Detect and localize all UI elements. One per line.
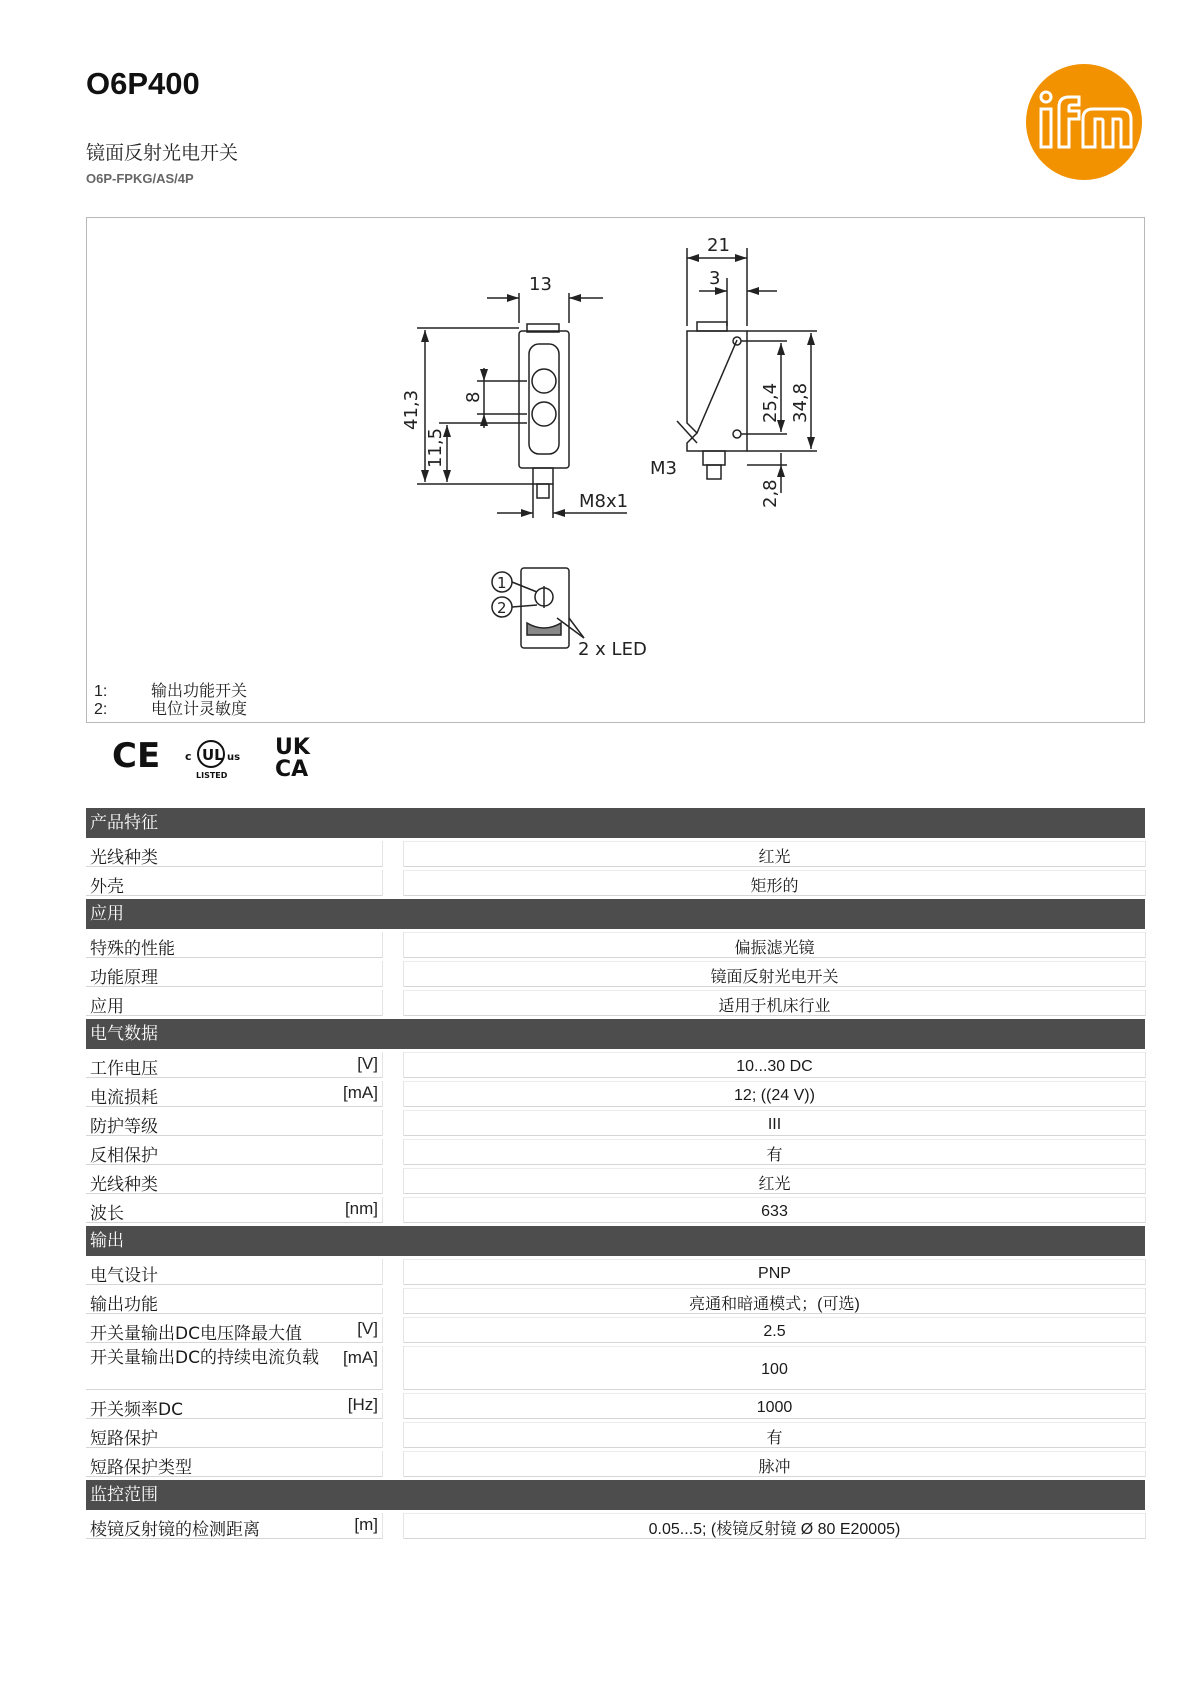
spec-label-cell — [86, 1197, 382, 1223]
section-header: 应用 — [86, 899, 1145, 929]
spec-unit: [V] — [357, 1319, 378, 1338]
spec-value: PNP — [758, 1264, 791, 1282]
dim-height: 41,3 — [401, 389, 422, 430]
spec-row — [86, 1393, 1145, 1419]
spec-value: 100 — [761, 1360, 788, 1378]
spec-value-cell — [404, 841, 1145, 867]
spec-value-cell — [404, 1052, 1145, 1078]
spec-label-cell — [86, 1139, 382, 1165]
dim-offset: 3 — [709, 268, 721, 289]
spec-label-cell — [86, 932, 382, 958]
spec-value: 红光 — [758, 1176, 791, 1193]
spec-value-cell — [404, 1393, 1145, 1419]
product-title: O6P400 — [86, 66, 200, 101]
spec-value-cell — [404, 990, 1145, 1016]
svg-text:CA: CA — [275, 757, 309, 782]
spec-label-cell — [86, 1110, 382, 1136]
spec-value-cell — [404, 1139, 1145, 1165]
spec-label: 光线种类 — [90, 848, 158, 868]
spec-label: 光线种类 — [90, 1175, 158, 1195]
spec-label: 输出功能 — [90, 1295, 158, 1315]
product-subtitle: 镜面反射光电开关 — [86, 142, 239, 164]
spec-label-cell — [86, 1317, 382, 1343]
spec-value-cell — [404, 961, 1145, 987]
dim-hole-dist: 25,4 — [760, 382, 781, 423]
spec-label-cell — [86, 1422, 382, 1448]
spec-unit: [V] — [357, 1054, 378, 1073]
spec-row — [86, 1288, 1145, 1314]
spec-label: 电气设计 — [90, 1266, 158, 1286]
svg-text:CE: CE — [112, 736, 161, 776]
spec-label: 开关量输出DC的持续电流负载 — [90, 1348, 319, 1368]
spec-value-cell — [404, 1081, 1145, 1107]
spec-row — [86, 1259, 1145, 1285]
spec-label: 波长 — [90, 1204, 124, 1224]
callout-1-label: 1 — [497, 574, 507, 592]
spec-row — [86, 870, 1145, 896]
spec-value-cell — [404, 1317, 1145, 1343]
legend-item-1: 1: 输出功能开关 — [94, 681, 248, 700]
spec-row — [86, 1197, 1145, 1223]
ce-mark-icon — [112, 736, 160, 776]
spec-label-cell — [86, 1393, 382, 1419]
spec-value: 有 — [766, 1147, 783, 1164]
spec-row — [86, 1110, 1145, 1136]
svg-text:c: c — [185, 750, 192, 763]
dim-width: 13 — [529, 274, 552, 295]
spec-row — [86, 1317, 1145, 1343]
spec-label-cell — [86, 1168, 382, 1194]
section-header: 电气数据 — [86, 1019, 1145, 1049]
dim-thread: M8x1 — [579, 491, 629, 512]
spec-value-cell — [404, 1259, 1145, 1285]
spec-label: 短路保护 — [90, 1429, 158, 1449]
svg-text:UK: UK — [275, 735, 310, 760]
spec-label: 短路保护类型 — [90, 1458, 192, 1478]
led-detail-body — [521, 568, 569, 648]
spec-row — [86, 841, 1145, 867]
led-label: 2 x LED — [578, 639, 647, 660]
spec-value: 12; ((24 V)) — [734, 1086, 815, 1104]
dim-lower: 11,5 — [425, 427, 446, 468]
spec-label: 防护等级 — [90, 1117, 158, 1137]
spec-value-cell — [404, 1513, 1145, 1539]
ifm-logo — [1025, 63, 1143, 181]
spec-value-cell — [404, 1110, 1145, 1136]
spec-value: III — [767, 1115, 782, 1133]
spec-row — [86, 1168, 1145, 1194]
spec-label-cell — [86, 961, 382, 987]
spec-label-cell — [86, 1052, 382, 1078]
ukca-mark-icon — [275, 735, 311, 782]
spec-label: 棱镜反射镜的检测距离 — [90, 1520, 260, 1540]
callout-2-label: 2 — [497, 599, 507, 617]
front-lens-top — [532, 369, 556, 393]
dim-bottom: 2,8 — [760, 479, 781, 508]
spec-row — [86, 990, 1145, 1016]
spec-label: 特殊的性能 — [90, 939, 175, 959]
legend-item-2: 2: 电位计灵敏度 — [94, 699, 248, 718]
spec-label-cell — [86, 1081, 382, 1107]
spec-unit: [nm] — [344, 1199, 378, 1218]
section-header: 输出 — [86, 1226, 1145, 1256]
spec-row — [86, 1052, 1145, 1078]
spec-value: 红光 — [758, 849, 791, 866]
spec-label: 反相保护 — [90, 1146, 158, 1166]
product-code: O6P-FPKG/AS/4P — [86, 171, 194, 186]
spec-value-cell — [404, 1422, 1145, 1448]
spec-value: 633 — [761, 1202, 788, 1220]
spec-value: 1000 — [756, 1398, 793, 1416]
spec-value-cell — [404, 1197, 1145, 1223]
spec-label-cell — [86, 1288, 382, 1314]
spec-label: 外壳 — [90, 877, 124, 897]
spec-value: 有 — [766, 1430, 783, 1447]
dim-depth: 21 — [707, 235, 730, 256]
spec-value-cell — [404, 1168, 1145, 1194]
ul-listed-icon — [185, 741, 240, 780]
svg-text:us: us — [227, 752, 241, 763]
spec-value: 镜面反射光电开关 — [710, 969, 839, 986]
spec-value: 亮通和暗通模式；(可选) — [689, 1296, 860, 1313]
dimension-drawing — [86, 217, 1145, 723]
spec-unit: [m] — [354, 1515, 378, 1534]
side-view-body — [687, 331, 747, 451]
spec-value: 适用于机床行业 — [718, 998, 831, 1015]
spec-label-cell — [86, 841, 382, 867]
spec-label-cell — [86, 870, 382, 896]
spec-label-cell — [86, 1513, 382, 1539]
spec-value: 10...30 DC — [736, 1057, 813, 1075]
spec-value: 0.05...5; (棱镜反射镜 Ø 80 E20005) — [648, 1521, 901, 1538]
spec-label: 功能原理 — [90, 968, 158, 988]
drawing-svg — [87, 218, 1146, 724]
section-header: 监控范围 — [86, 1480, 1145, 1510]
spec-unit: [mA] — [343, 1083, 378, 1102]
spec-value-cell — [404, 1346, 1145, 1390]
spec-label-cell — [86, 1451, 382, 1477]
spec-label: 开关频率DC — [90, 1400, 183, 1420]
spec-row — [86, 932, 1145, 958]
spec-row — [86, 1451, 1145, 1477]
spec-label-cell — [86, 1259, 382, 1285]
spec-row — [86, 1081, 1145, 1107]
spec-value-cell — [404, 870, 1145, 896]
spec-value: 矩形的 — [750, 878, 799, 895]
front-lens-bottom — [532, 402, 556, 426]
spec-row — [86, 1513, 1145, 1539]
specification-table — [86, 808, 1145, 1542]
spec-value-cell — [404, 1288, 1145, 1314]
dim-spacing: 8 — [463, 391, 484, 403]
spec-label-cell — [86, 1346, 382, 1390]
spec-row — [86, 1346, 1145, 1390]
spec-row — [86, 961, 1145, 987]
section-header: 产品特征 — [86, 808, 1145, 838]
spec-label: 开关量输出DC电压降最大值 — [90, 1324, 302, 1344]
spec-row — [86, 1422, 1145, 1448]
spec-value-cell — [404, 1451, 1145, 1477]
front-view-body — [519, 331, 569, 468]
certification-marks — [108, 730, 328, 782]
spec-value: 偏振滤光镜 — [734, 940, 815, 957]
spec-label: 工作电压 — [90, 1059, 158, 1079]
spec-label: 应用 — [90, 997, 124, 1017]
spec-label-cell — [86, 990, 382, 1016]
spec-value-cell — [404, 932, 1145, 958]
spec-unit: [mA] — [343, 1348, 378, 1367]
dim-screw: M3 — [650, 458, 677, 479]
svg-text:LISTED: LISTED — [196, 771, 228, 780]
spec-label: 电流损耗 — [90, 1088, 158, 1108]
svg-text:UL: UL — [202, 746, 224, 764]
dim-side-height: 34,8 — [790, 382, 811, 423]
spec-value: 脉冲 — [758, 1459, 791, 1476]
spec-value: 2.5 — [763, 1322, 786, 1340]
spec-unit: [Hz] — [347, 1395, 378, 1414]
spec-row — [86, 1139, 1145, 1165]
